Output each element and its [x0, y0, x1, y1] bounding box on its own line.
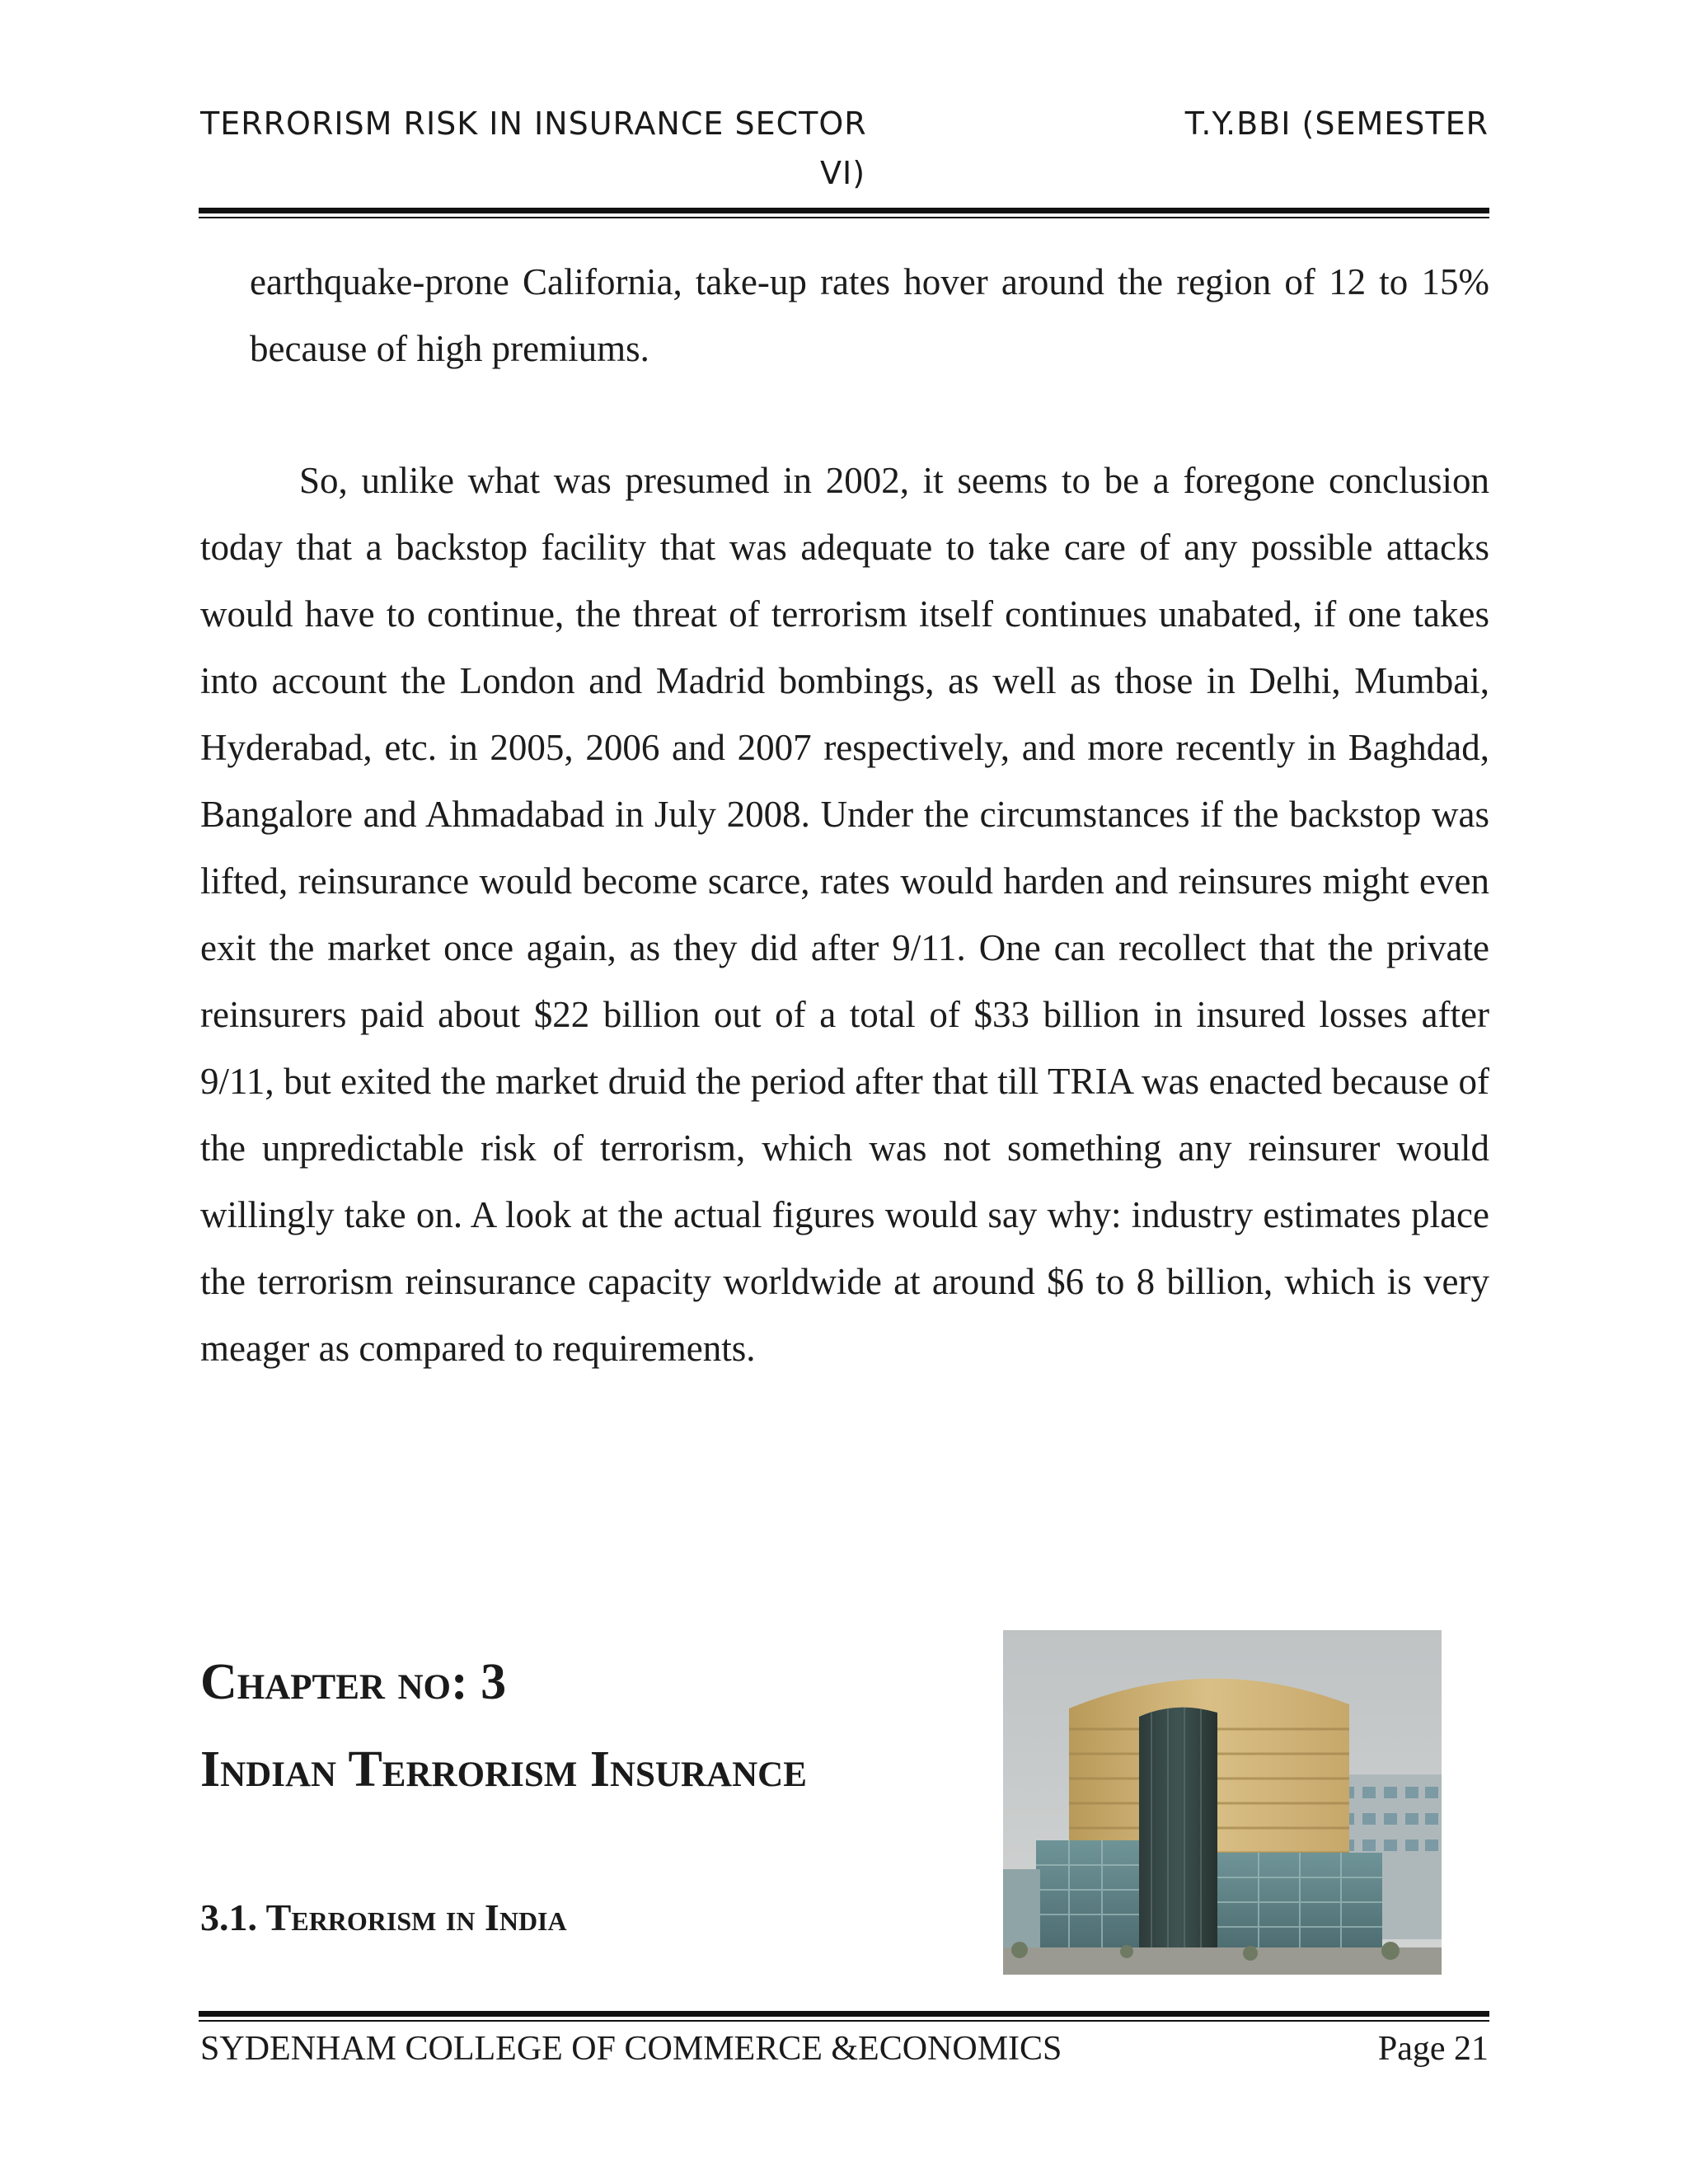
footer-rule-thin	[199, 2020, 1489, 2022]
chapter-number: Chapter no: 3	[200, 1654, 507, 1710]
paragraph-continued: earthquake-prone California, take-up rates hover around the region of 12 to 15% because of high premiums.	[250, 261, 1489, 369]
paragraph-main: So, unlike what was presumed in 2002, it seems to be a foregone conclusion today that a backstop facility that was adequate to take care of any possible attacks would have to continue, the threat of terrorism itself continues unabated, if one takes into account the London and Madrid bombings, as well as those in Delhi, Mumbai, Hyderabad, etc. in 2005, 2006 and 2007 respectively, and more recently in Baghdad, Bangalore and Ahmadabad in July 2008. Under the circumstances if the backstop was lifted, reinsurance would become scarce, rates would harden and reinsures might even exit the market once again, as they did after 9/11. One can recollect that the private reinsurers paid about $22 billion out of a total of $33 billion in insured losses after 9/11, but exited the market druid the period after that till TRIA was enacted because of the unpredictable risk of terrorism, which was not something any reinsurer would willingly take on. A look at the actual figures would say why: industry estimates place the terrorism reinsurance capacity worldwide at around $6 to 8 billion, which is very meager as compared to requirements.	[200, 460, 1489, 1369]
building-photo	[1003, 1630, 1442, 1975]
chapter-title: Indian Terrorism Insurance	[200, 1741, 807, 1797]
header-course: T.Y.BBI (SEMESTER	[1184, 105, 1489, 142]
header-rule-thick	[199, 208, 1489, 213]
footer-college: SYDENHAM COLLEGE OF COMMERCE &ECONOMICS	[200, 2030, 1062, 2068]
header-rule-thin	[199, 217, 1489, 218]
header-course-continued: VI)	[820, 155, 866, 191]
page-number: Page 21	[1377, 2030, 1489, 2068]
section-heading: 3.1. Terrorism in India	[200, 1896, 567, 1938]
footer-rule-thick	[199, 2011, 1489, 2017]
header-title: TERRORISM RISK IN INSURANCE SECTOR	[200, 105, 867, 142]
building-illustration	[1003, 1630, 1442, 1975]
